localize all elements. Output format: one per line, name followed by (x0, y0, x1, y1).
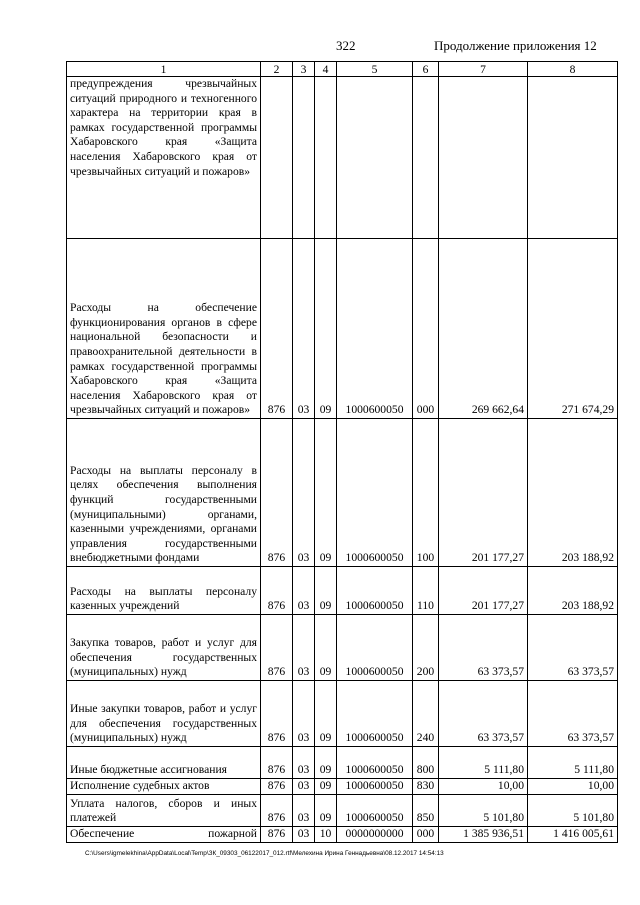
subsection-code: 09 (315, 779, 337, 795)
table-row (67, 795, 618, 827)
appendix-continuation: Продолжение приложения 12 (434, 38, 597, 53)
amount-year-1: 201 177,27 (439, 567, 528, 615)
amount-year-2: 203 188,92 (528, 567, 618, 615)
amount-year-1: 63 373,57 (439, 681, 528, 747)
dept-code: 876 (261, 567, 293, 615)
table-row (67, 419, 618, 567)
page-number: 322 (336, 38, 356, 53)
column-header: 6 (413, 62, 439, 77)
subsection-code: 10 (315, 827, 337, 843)
subsection-code: 09 (315, 681, 337, 747)
amount-year-1: 201 177,27 (439, 419, 528, 567)
table-row (67, 615, 618, 681)
column-header: 5 (337, 62, 413, 77)
target-article-code: 1000600050 (337, 779, 413, 795)
expense-name: Расходы на выплаты персоналу в целях обеспечения выполнения функций государственными (муниципальными) органами, казенными учреждениями, органами управления государственными внебюджетными фондами (67, 419, 261, 567)
amount-year-2 (528, 77, 618, 239)
table-row (67, 779, 618, 795)
target-article-code: 0000000000 (337, 827, 413, 843)
table-row (67, 747, 618, 779)
dept-code: 876 (261, 795, 293, 827)
amount-year-1: 10,00 (439, 779, 528, 795)
section-code: 03 (293, 419, 315, 567)
amount-year-2: 5 111,80 (528, 747, 618, 779)
expense-type-code: 000 (413, 827, 439, 843)
expense-type-code: 830 (413, 779, 439, 795)
dept-code: 876 (261, 239, 293, 419)
expense-name: Закупка товаров, работ и услуг для обеспечения государственных (муниципальных) нужд (67, 615, 261, 681)
expense-name: Расходы на выплаты персоналу казенных учреждений (67, 567, 261, 615)
table-row (67, 827, 618, 843)
section-code: 03 (293, 827, 315, 843)
expense-type-code: 110 (413, 567, 439, 615)
expense-name: Уплата налогов, сборов и иных платежей (67, 795, 261, 827)
section-code: 03 (293, 239, 315, 419)
section-code: 03 (293, 747, 315, 779)
amount-year-2: 10,00 (528, 779, 618, 795)
amount-year-1: 1 385 936,51 (439, 827, 528, 843)
dept-code: 876 (261, 681, 293, 747)
section-code: 03 (293, 567, 315, 615)
amount-year-2: 271 674,29 (528, 239, 618, 419)
target-article-code: 1000600050 (337, 239, 413, 419)
expense-name: Расходы на обеспечение функционирования органов в сфере национальной безопасности и правоохранительной деятельности в рамках государственной программы Хабаровского края «Защита населения Хабаровского края от чрезвычайных ситуаций и пожаров» (67, 239, 261, 419)
dept-code: 876 (261, 779, 293, 795)
column-header: 4 (315, 62, 337, 77)
amount-year-2: 5 101,80 (528, 795, 618, 827)
expense-name: Обеспечение пожарной (67, 827, 261, 843)
expense-type-code: 100 (413, 419, 439, 567)
table-row (67, 239, 618, 419)
subsection-code: 09 (315, 795, 337, 827)
target-article-code: 1000600050 (337, 567, 413, 615)
amount-year-2: 1 416 005,61 (528, 827, 618, 843)
expense-type-code (413, 77, 439, 239)
subsection-code: 09 (315, 747, 337, 779)
amount-year-1: 5 101,80 (439, 795, 528, 827)
target-article-code: 1000600050 (337, 681, 413, 747)
column-header: 7 (439, 62, 528, 77)
table-row (67, 567, 618, 615)
subsection-code: 09 (315, 615, 337, 681)
dept-code: 876 (261, 747, 293, 779)
target-article-code: 1000600050 (337, 615, 413, 681)
section-code: 03 (293, 615, 315, 681)
amount-year-1: 5 111,80 (439, 747, 528, 779)
amount-year-2: 63 373,57 (528, 681, 618, 747)
section-code (293, 77, 315, 239)
dept-code: 876 (261, 419, 293, 567)
subsection-code (315, 77, 337, 239)
expense-type-code: 240 (413, 681, 439, 747)
expense-type-code: 000 (413, 239, 439, 419)
target-article-code: 1000600050 (337, 419, 413, 567)
column-number-row (67, 62, 618, 77)
expense-name: Исполнение судебных актов (67, 779, 261, 795)
subsection-code: 09 (315, 567, 337, 615)
target-article-code: 1000600050 (337, 795, 413, 827)
subsection-code: 09 (315, 419, 337, 567)
amount-year-1 (439, 77, 528, 239)
expense-name: Иные закупки товаров, работ и услуг для обеспечения государственных (муниципальных) нужд (67, 681, 261, 747)
expense-type-code: 800 (413, 747, 439, 779)
dept-code: 876 (261, 615, 293, 681)
column-header: 1 (67, 62, 261, 77)
dept-code (261, 77, 293, 239)
expense-name: Иные бюджетные ассигнования (67, 747, 261, 779)
budget-table (66, 61, 618, 843)
expense-name: предупреждения чрезвычайных ситуаций природного и техногенного характера на территории края в рамках государственной программы Хабаровского края «Защита населения Хабаровского края от чрезвычайных ситуаций и пожаров» (67, 77, 261, 239)
amount-year-1: 269 662,64 (439, 239, 528, 419)
expense-type-code: 850 (413, 795, 439, 827)
target-article-code (337, 77, 413, 239)
target-article-code: 1000600050 (337, 747, 413, 779)
table-row (67, 77, 618, 239)
section-code: 03 (293, 681, 315, 747)
section-code: 03 (293, 779, 315, 795)
expense-type-code: 200 (413, 615, 439, 681)
section-code: 03 (293, 795, 315, 827)
amount-year-2: 63 373,57 (528, 615, 618, 681)
dept-code: 876 (261, 827, 293, 843)
column-header: 8 (528, 62, 618, 77)
subsection-code: 09 (315, 239, 337, 419)
table-row (67, 681, 618, 747)
column-header: 2 (261, 62, 293, 77)
amount-year-2: 203 188,92 (528, 419, 618, 567)
file-path-footer: C:\Users\igmelekhina\AppData\Local\Temp\ЗК_09303_06122017_012.rtf\Мелехина Ирина Геннадьевна\08.12.2017 14:54:13 (85, 850, 444, 857)
column-header: 3 (293, 62, 315, 77)
amount-year-1: 63 373,57 (439, 615, 528, 681)
